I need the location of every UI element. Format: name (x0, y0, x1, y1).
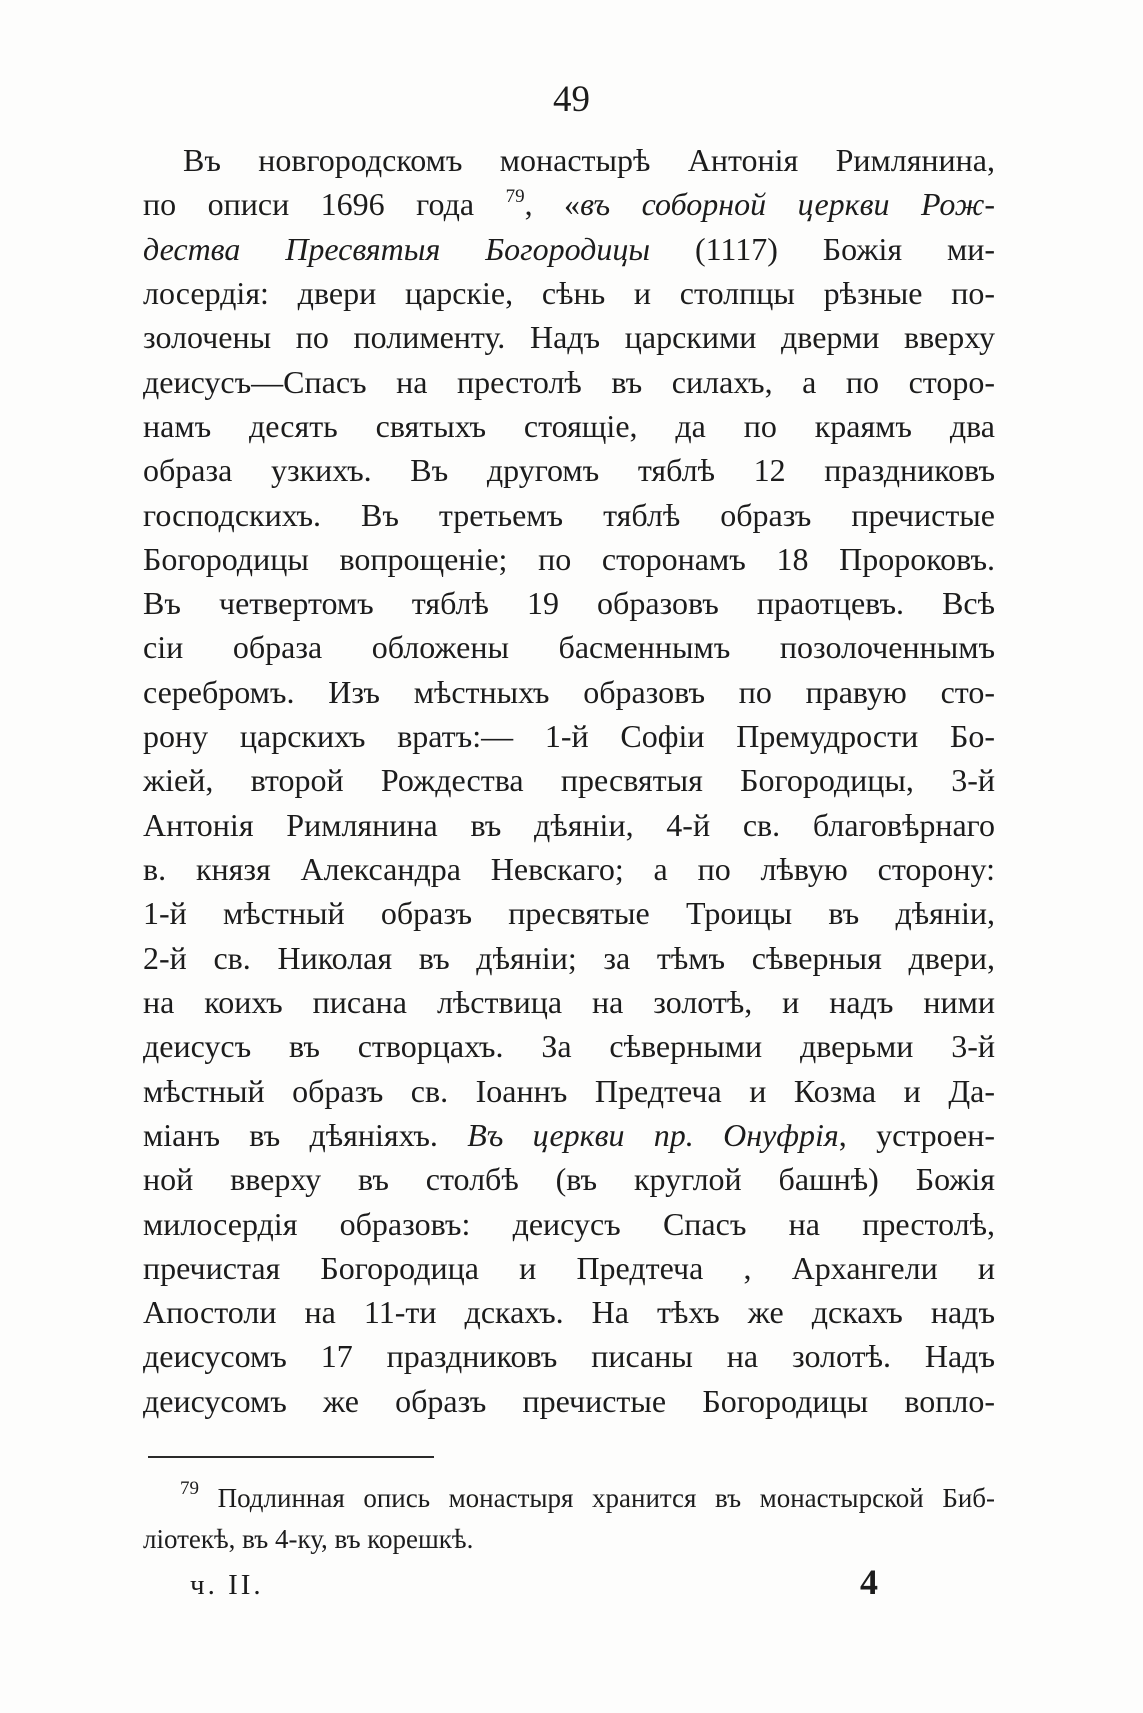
text-line (143, 1157, 995, 1201)
text-run: , устроен- (838, 1116, 996, 1153)
italic-text-run: дества Пресвятыя Богородицы (143, 230, 651, 267)
text-run: по описи 1696 года (143, 186, 506, 223)
text-run: 1-й мѣстный образъ пресвятые Троицы въ дѣяніи, (143, 895, 995, 932)
text-run: намъ десять святыхъ стоящіе, да по краямъ два (143, 407, 995, 444)
text-line (143, 980, 995, 1024)
footnote (143, 1478, 995, 1560)
text-line (143, 714, 995, 758)
text-run: лосердія: двери царскіе, сѣнь и столпцы рѣзные по- (143, 274, 995, 311)
text-run: мѣстный образъ св. Іоаннъ Предтеча и Козма и Да- (143, 1072, 995, 1109)
text-run: ной вверху въ столбѣ (въ круглой башнѣ) Божія (143, 1161, 995, 1198)
text-line (143, 1113, 995, 1157)
footnote-divider (148, 1456, 434, 1458)
text-line (143, 758, 995, 802)
text-run: (1117) Божія ми- (650, 230, 996, 267)
text-run: деисусъ—Спасъ на престолѣ въ силахъ, а по сторо- (143, 363, 995, 400)
text-run: , « (524, 186, 581, 223)
text-line (143, 670, 995, 714)
text-line (143, 404, 995, 448)
text-run: в. князя Александра Невскаго; а по лѣвую сторону: (143, 851, 995, 887)
text-line (143, 1379, 995, 1423)
text-line (143, 1246, 995, 1290)
text-run: Въ четвертомъ тяблѣ 19 образовъ праотцевъ. Всѣ (143, 585, 995, 622)
text-line (143, 138, 995, 182)
text-run: на коихъ писана лѣствица на золотѣ, и надъ ними (143, 983, 995, 1020)
text-line (143, 315, 995, 359)
page-number: 49 (553, 79, 590, 120)
text-line (143, 271, 995, 315)
signature-mark: ч. II. (190, 1569, 264, 1601)
text-run: господскихъ. Въ третьемъ тяблѣ образъ пречистые (143, 496, 995, 533)
text-run: 2-й св. Николая въ дѣяніи; за тѣмъ сѣверныя двери, (143, 939, 995, 976)
text-run: образа узкихъ. Въ другомъ тяблѣ 12 праздниковъ (143, 452, 995, 489)
text-line (143, 1202, 995, 1246)
footnote-reference: 79 (505, 186, 525, 208)
footnote-line (143, 1478, 995, 1519)
text-run: сіи образа обложены басменнымъ позолоченнымъ (143, 629, 995, 666)
text-run: милосердія образовъ: деисусъ Спасъ на престолѣ, (143, 1205, 995, 1242)
text-run: пречистая Богородица и Предтеча , Архангели и (143, 1249, 995, 1286)
footnote-line: ліотекѣ, въ 4-ку, въ корешкѣ. (143, 1524, 474, 1554)
text-line (143, 581, 995, 625)
text-line (143, 537, 995, 581)
footnote-marker: 79 (180, 1478, 199, 1499)
italic-text-run: въ соборной церкви Рож- (580, 186, 996, 223)
text-run: Антонія Римлянина въ дѣяніи, 4-й св. благовѣрнаго (143, 806, 995, 843)
text-line (143, 936, 995, 980)
text-line (143, 182, 995, 226)
footnote-text: Подлинная опись монастыря хранится въ монастырской Биб- (199, 1483, 995, 1513)
text-line (143, 1290, 995, 1334)
italic-text-run: Въ церкви пр. Онуфрія (467, 1116, 839, 1153)
text-line (143, 448, 995, 492)
text-line (143, 227, 995, 271)
text-run: золочены по полименту. Надъ царскими дверми вверху (143, 319, 995, 356)
text-line (143, 847, 995, 891)
text-line (143, 1069, 995, 1113)
text-line (143, 1334, 995, 1378)
text-run: рону царскихъ вратъ:— 1-й Софіи Премудрости Бо- (143, 718, 995, 755)
text-line (143, 360, 995, 404)
text-run: Апостоли на 11-ти дскахъ. На тѣхъ же дскахъ надъ (143, 1294, 995, 1331)
text-line (143, 493, 995, 537)
main-text (143, 138, 995, 1423)
text-run: Въ новгородскомъ монастырѣ Антонія Римлянина, (183, 142, 995, 178)
text-line (143, 803, 995, 847)
text-run: міанъ въ дѣяніяхъ. (143, 1116, 468, 1153)
text-run: серебромъ. Изъ мѣстныхъ образовъ по правую сто- (143, 673, 995, 710)
text-run: жіей, второй Рождества пресвятыя Богородицы, 3-й (143, 762, 995, 799)
text-run: деисусъ въ створцахъ. За сѣверными дверьми 3-й (143, 1028, 995, 1065)
text-line (143, 625, 995, 669)
sheet-number: 4 (860, 1562, 878, 1602)
text-line (143, 1024, 995, 1068)
text-run: деисусомъ 17 праздниковъ писаны на золотѣ. Надъ (143, 1338, 995, 1375)
text-line (143, 891, 995, 935)
text-run: Богородицы вопрощеніе; по сторонамъ 18 Пророковъ. (143, 540, 995, 577)
text-run: деисусомъ же образъ пречистые Богородицы вопло- (143, 1382, 995, 1419)
